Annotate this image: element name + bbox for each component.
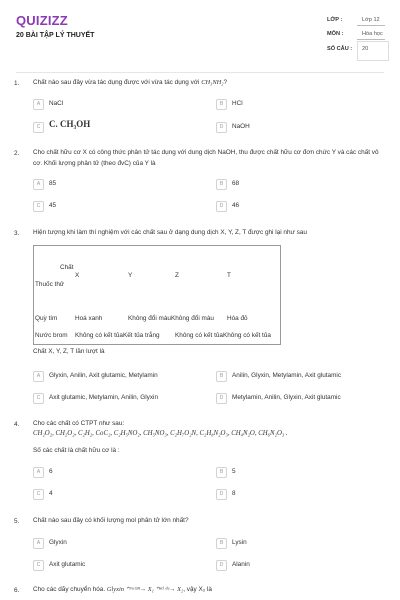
option-letter: A (33, 371, 44, 382)
option-text: 85 (49, 180, 57, 187)
table-corner-substance: Chất (60, 264, 74, 271)
option-letter: D (216, 560, 227, 571)
option-text: Axit glutamic (49, 561, 86, 568)
table-cell-reagent: Nước brom (35, 332, 68, 339)
question-text-plain: Cho các dãy chuyển hóa. (33, 586, 106, 593)
table-cell: Hóa đỏ (227, 315, 248, 322)
table-cell-reagent: Quỳ tím (35, 315, 58, 322)
table-col-header: X (75, 272, 80, 279)
question-text (33, 585, 383, 596)
option-letter: C (33, 122, 44, 133)
formula-list: CH₂O₂, CH₂O₂, C₂H₂, CoC₂, C₂H₅NO₂, CH₅NO₃, C₂H₇O₂N, C₂H₈N₂O₃, CH₄N₂O, CH₆N₂O₃ . (33, 430, 288, 437)
document-title: 20 BÀI TẬP LÝ THUYẾT (16, 32, 95, 39)
quizizz-logo: QUIZIZZ (16, 13, 68, 28)
option-text: Glyxin, Anilin, Axit glutamic, Metylamin (49, 372, 158, 379)
meta-value-count: 20 (362, 46, 369, 52)
option-text: Alanin (232, 561, 250, 568)
table-col-header: Z (175, 272, 179, 279)
option-letter: A (33, 467, 44, 478)
option-letter: B (216, 99, 227, 110)
table-corner-reagent: Thuốc thử (35, 281, 65, 288)
table-cell: Không đổi màuKhông đổi màu (128, 315, 214, 322)
meta-label-class: LỚP : (327, 17, 343, 23)
question-number: 6. (14, 587, 20, 594)
option-text: Glyxin (49, 539, 67, 546)
option-letter: D (216, 489, 227, 500)
option-letter: B (216, 179, 227, 190)
meta-label-subject: MÔN : (327, 31, 344, 37)
meta-value-class: Lớp 12 (362, 17, 380, 23)
observation-table (33, 245, 281, 345)
meta-value-subject: Hóa học (362, 31, 383, 37)
question-number: 5. (14, 518, 20, 525)
option-text: 46 (232, 202, 240, 209)
table-cell: Không có kết tủaKết tủa trắng (75, 332, 160, 339)
table-col-header: Y (128, 272, 133, 279)
question-number: 4. (14, 421, 20, 428)
option-letter: B (216, 538, 227, 549)
question-text: Cho các chất có CTPT như sau: (33, 420, 125, 427)
option-letter: B (216, 467, 227, 478)
option-letter: A (33, 179, 44, 190)
option-text: 5 (232, 468, 236, 475)
option-text: Metylamin, Anilin, Glyxin, Axit glutamic (232, 394, 341, 401)
option-text: Lysin (232, 539, 247, 546)
option-text: C. CH₃OH (49, 119, 91, 129)
page-header (0, 0, 400, 72)
option-letter: A (33, 99, 44, 110)
option-text: NaOH (232, 123, 250, 130)
question-text: Chất nào sau đây có khối lượng mol phân tử lớn nhất? (33, 517, 189, 524)
option-text: 68 (232, 180, 240, 187)
question-text: Hiện tượng khi làm thí nghiệm với các chất sau ở dạng dung dịch X, Y, Z, T được ghi lại như sau (33, 229, 307, 236)
reaction-chain: Glyxin ⁺ᴺᵃᴼᴴ→ X₁ ⁺ᴴᶜˡ ᵈᵘ→ X₂ (106, 586, 184, 593)
question-number: 1. (14, 80, 20, 87)
option-letter: C (33, 201, 44, 212)
option-letter: D (216, 122, 227, 133)
question-number: 3. (14, 230, 20, 237)
option-letter: A (33, 538, 44, 549)
question-number: 2. (14, 150, 20, 157)
table-col-header: T (227, 272, 231, 279)
meta-underline (357, 39, 385, 40)
question-text-tail: ? (223, 79, 227, 86)
question-text: Cho chất hữu cơ X có công thức phân tử tác dụng với dung dịch NaOH, thu được chất hữu cơ đơn chức Y và các chất vô cơ. Khối lượng phân tử (theo đvC) của Y là (33, 149, 379, 167)
question-subtext: Chất X, Y, Z, T lần lượt là (33, 348, 105, 355)
option-text: Anilin, Glyxin, Metylamin, Axit glutamic (232, 372, 342, 379)
option-text: Axit glutamic, Metylamin, Anilin, Glyxin (49, 394, 159, 401)
table-cell: Không có kết tủaKhông có kết tủa (175, 332, 271, 339)
question-text (33, 78, 383, 89)
question-subtext: Số các chất là chất hữu cơ là : (33, 447, 120, 454)
question-formula: CH₃NH₂ (201, 79, 224, 86)
option-text: HCl (232, 100, 243, 107)
meta-label-count: SỐ CÂU : (327, 46, 353, 52)
table-cell: Hoá xanh (75, 315, 103, 322)
option-letter: B (216, 371, 227, 382)
option-text: 6 (49, 468, 53, 475)
option-letter: D (216, 393, 227, 404)
option-letter: C (33, 489, 44, 500)
option-letter: C (33, 393, 44, 404)
option-letter: C (33, 560, 44, 571)
option-text: 8 (232, 490, 236, 497)
option-text: 45 (49, 202, 57, 209)
question-text-tail: , vậy X₂ là (183, 586, 212, 593)
header-divider (16, 72, 384, 73)
option-letter: D (216, 201, 227, 212)
option-text: NaCl (49, 100, 64, 107)
meta-underline (357, 25, 385, 26)
option-text: 4 (49, 490, 53, 497)
question-text-plain: Chất nào sau đây vừa tác dụng được với vừa tác dụng với (33, 79, 202, 86)
